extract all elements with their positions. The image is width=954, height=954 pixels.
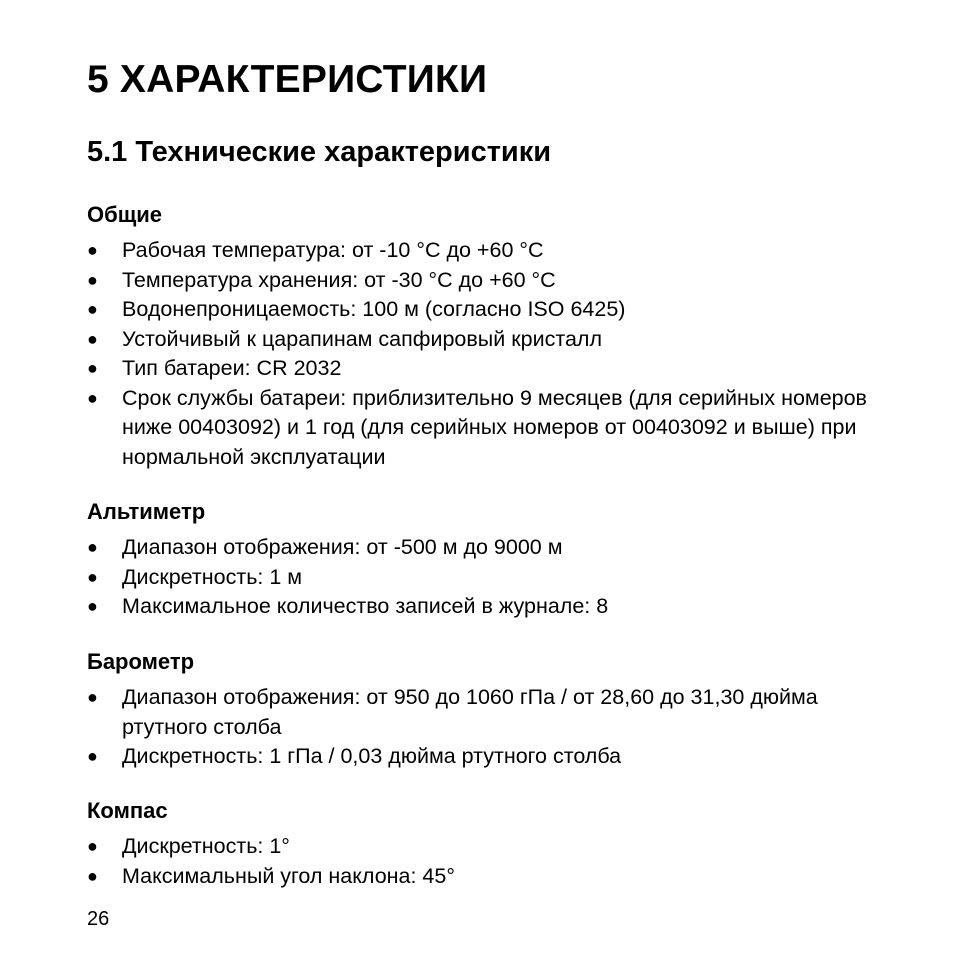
list-item bbox=[87, 862, 877, 892]
list-item-text: Устойчивый к царапинам сапфировый кристалл bbox=[122, 326, 603, 351]
list-item-text: Диапазон отображения: от 950 до 1060 гПа / от 28,60 до 31,30 дюйма ртутного столба bbox=[122, 685, 818, 739]
list-item bbox=[87, 236, 877, 266]
list-item bbox=[87, 354, 877, 384]
group-heading-general: Общие bbox=[87, 202, 163, 227]
list-item bbox=[87, 683, 877, 742]
page-number: 26 bbox=[87, 908, 110, 930]
barometer-spec-list bbox=[87, 683, 877, 772]
bullet-icon: ● bbox=[87, 687, 98, 707]
bullet-icon: ● bbox=[87, 865, 98, 886]
group-heading-barometer: Барометр bbox=[87, 649, 195, 674]
list-item-text: Максимальный угол наклона: 45° bbox=[122, 863, 455, 888]
bullet-icon: ● bbox=[87, 299, 98, 319]
list-item bbox=[87, 533, 877, 563]
bullet-icon: ● bbox=[87, 566, 98, 587]
bullet-icon: ● bbox=[87, 358, 98, 378]
list-item-text: Рабочая температура: от -10 °C до +60 °C bbox=[122, 238, 544, 262]
list-item bbox=[87, 266, 877, 296]
list-item bbox=[87, 325, 877, 355]
altimeter-spec-list bbox=[87, 533, 877, 622]
list-item-text: Дискретность: 1 гПа / 0,03 дюйма ртутного столба bbox=[122, 744, 622, 768]
section-title: 5.1 Технические характеристики bbox=[87, 136, 552, 168]
bullet-icon: ● bbox=[87, 746, 98, 766]
bullet-icon: ● bbox=[87, 269, 98, 290]
group-heading-altimeter: Альтиметр bbox=[87, 499, 206, 524]
list-item bbox=[87, 742, 877, 772]
bullet-icon: ● bbox=[87, 836, 98, 856]
list-item bbox=[87, 563, 877, 593]
list-item bbox=[87, 592, 877, 622]
list-item-text: Тип батареи: CR 2032 bbox=[122, 356, 342, 380]
list-item bbox=[87, 384, 877, 473]
list-item bbox=[87, 832, 877, 862]
bullet-icon: ● bbox=[87, 596, 98, 616]
list-item-text: Срок службы батареи: приблизительно 9 месяцев (для серийных номеров ниже 00403092) и 1 год (для серийных номеров от 00403092 и выше) при нормальной эксплуатации bbox=[122, 385, 867, 469]
list-item-text: Диапазон отображения: от -500 м до 9000 м bbox=[122, 535, 563, 559]
bullet-icon: ● bbox=[87, 537, 98, 557]
compass-spec-list bbox=[87, 832, 877, 891]
list-item bbox=[87, 295, 877, 325]
list-item-text: Водонепроницаемость: 100 м (согласно ISO 6425) bbox=[122, 297, 626, 321]
bullet-icon: ● bbox=[87, 328, 98, 349]
general-spec-list bbox=[87, 236, 877, 472]
list-item-text: Дискретность: 1° bbox=[122, 834, 290, 858]
group-heading-compass: Компас bbox=[87, 798, 168, 823]
list-item-text: Дискретность: 1 м bbox=[122, 564, 303, 589]
list-item-text: Максимальное количество записей в журнале: 8 bbox=[122, 594, 609, 618]
bullet-icon: ● bbox=[87, 387, 98, 408]
list-item-text: Температура хранения: от -30 °C до +60 °C bbox=[122, 267, 556, 292]
bullet-icon: ● bbox=[87, 240, 98, 260]
chapter-title: 5 ХАРАКТЕРИСТИКИ bbox=[87, 58, 488, 101]
